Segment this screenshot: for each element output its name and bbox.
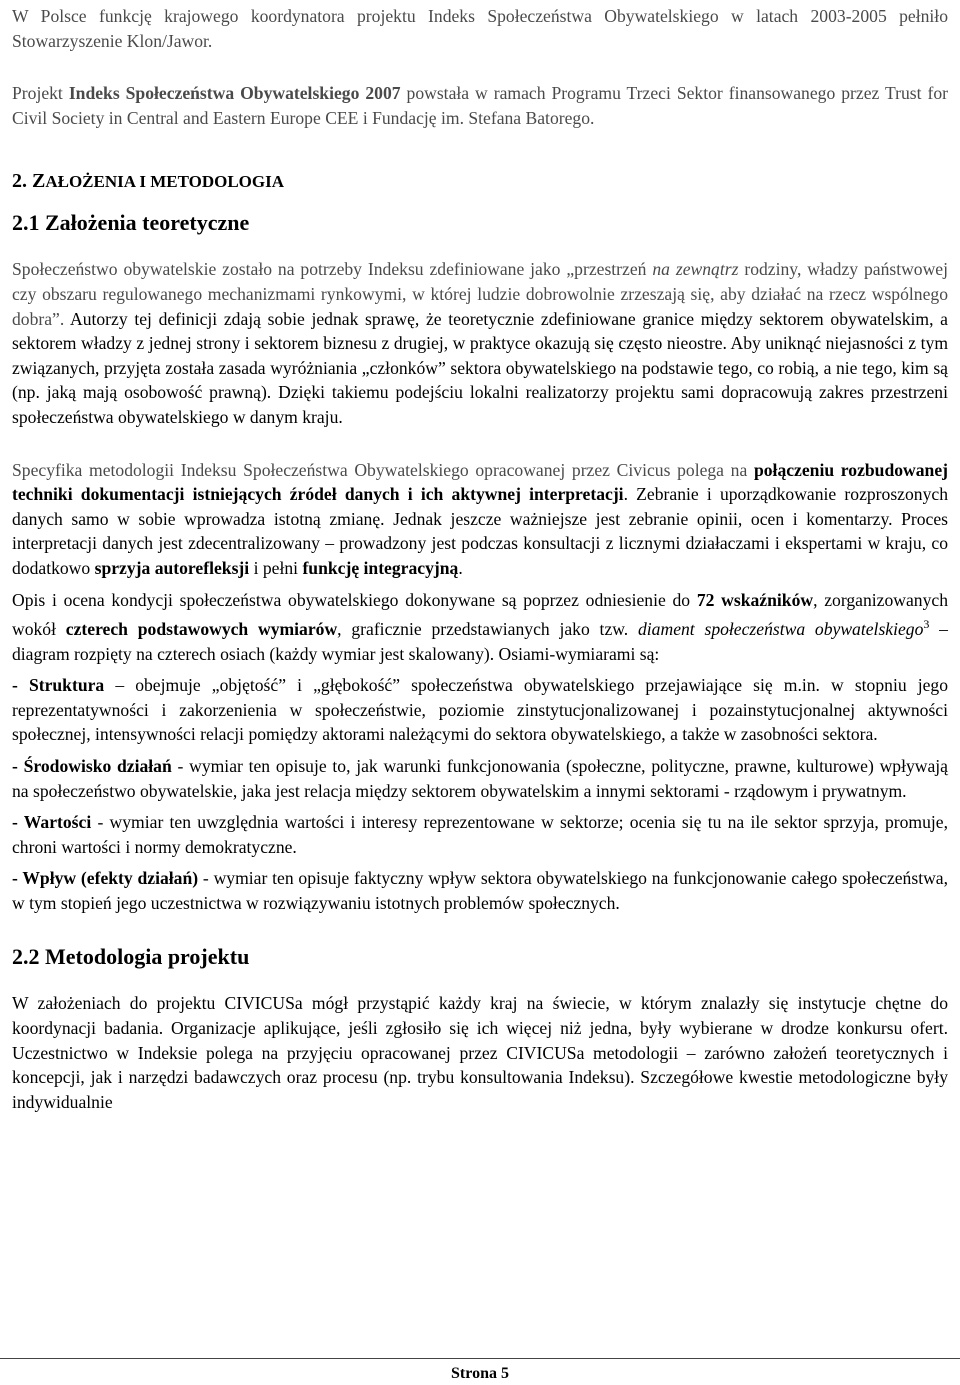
dimension-label: - Struktura — [12, 675, 105, 696]
footer-divider — [0, 1358, 960, 1359]
section-2-2-title: 2.2 Metodologia projektu — [12, 944, 250, 970]
dimension-values — [12, 810, 948, 859]
paragraph-specifics — [12, 458, 948, 581]
text-span: rodziny, władzy państwowej czy obszaru regulowanego mechanizmami rynkowymi, w której ludzie dobrowolnie zrzeszają się, aby działać na rzecz wspólnego dobra”. — [12, 259, 949, 329]
section-2-number: 2. Z — [12, 170, 46, 193]
page-number: Strona 5 — [451, 1365, 509, 1382]
text-span: powstała w ramach Programu Trzeci Sektor finansowanego przez Trust for Civil Society in Central and Eastern Europe CEE i Fundację im. Stefana Batorego. — [12, 83, 948, 128]
text-span: . Zebranie i uporządkowanie rozproszonych danych samo w sobie wprowadza istotną zmianę. Jednak jeszcze ważniejsze jest zebranie opinii, ocen i komentarzy. Proces interpretacji danych jest zdecentralizowany – prowadzony jest podczas konsultacji z licznymi działaczami i ekspertami w kraju, co dodatkowo — [12, 484, 948, 578]
paragraph-description — [12, 588, 948, 667]
text-span: , zorganizowanych wokół — [12, 589, 948, 639]
dimension-label: - Wpływ (efekty działań) — [12, 868, 199, 889]
dimension-text: – obejmuje „objętość” i „głębokość” społeczeństwa obywatelskiego przejawiające się m.in. w stopniu jego reprezentatywności i zakorzenienia w społeczeństwie, poziomie zinstytucjonalizowanej i pozainstytucjonalnej aktywności społecznej, intensywności relacji pomiędzy aktorami należącymi do sektora obywatelskiego, a także w zasobności sektora. — [12, 675, 949, 745]
paragraph-methodology: W założeniach do projektu CIVICUSa mógł przystąpić każdy kraj na świecie, w którym znalazły się instytucje chętne do koordynacji badania. Organizacje aplikujące, jeśli zgłosiło się ich więcej niż jedna, były wybierane w drodze konkursu ofert. Uczestnictwo w Indeksie polega na przyjęciu opracowanej przez CIVICUSa metodologii – zarówno założeń teoretycznych i koncepcji, jak i narzędzi badawczych oraz procesu (np. trybu konsultowania Indeksu). Szczegółowe kwestie metodologiczne były indywidualnie — [12, 993, 948, 1112]
text-span: i pełni — [249, 557, 303, 578]
document-page — [12, 0, 948, 1114]
dimension-impact — [12, 866, 948, 915]
text-span: Opis i ocena kondycji społeczeństwa obywatelskiego dokonywane są poprzez odniesienie do — [12, 589, 697, 610]
dimension-structure — [12, 673, 948, 747]
text-span: Społeczeństwo obywatelskie zostało na potrzeby Indeksu zdefiniowane jako „przestrzeń — [12, 259, 653, 280]
footnote-ref: 3 — [923, 617, 930, 632]
dimension-text: - wymiar ten uwzględnia wartości i interesy reprezentowane w sektorze; ocenia się tu na ile sektor sprzyja, promuje, chroni wartości i normy demokratyczne. — [12, 812, 948, 857]
text-span: Autorzy tej definicji zdają sobie jednak sprawę, że teoretycznie zdefiniowane granice między sektorem obywatelskim, a sektorem władzy z jednej strony i sektorem biznesu z drugiej, w praktyce okazują się często nieostre. Aby uniknąć niejasności z tym związanych, przyjęta została zasada wyróżniania „członków” sektora obywatelskiego na podstawie tego, co robią, a nie tego, kim są (np. jaką mają osobowość prawną). — [12, 308, 948, 403]
dimension-label: - Środowisko działań — [12, 755, 172, 776]
paragraph-theory — [12, 257, 948, 429]
text-span: , graficznie przedstawianych jako tzw. — [337, 618, 638, 639]
section-2-title — [12, 168, 948, 195]
dimension-environment — [12, 754, 948, 803]
text-span: . — [458, 557, 463, 578]
dimension-text: - wymiar ten opisuje to, jak warunki funkcjonowania (społeczne, polityczne, prawne, kulturowe) wpływają na społeczeństwo obywatelskie, jaka jest relacja między sektorem obywatelskim a innymi sektorami - rządowym i prywatnym. — [12, 755, 948, 801]
text-span: Dzięki takiemu podejściu lokalni realizatorzy projektu sami dopracowują zakres przestrzeni społeczeństwa obywatelskiego w danym kraju. — [12, 382, 948, 427]
dimension-text: - wymiar ten opisuje faktyczny wpływ sektora obywatelskiego na funkcjonowanie całego społeczeństwa, w tym stopień jego uczestnictwa w rozwiązywaniu istotnych problemów społecznych. — [12, 868, 949, 913]
section-2-title-rest: AŁOŻENIA I METODOLOGIA — [45, 172, 285, 192]
italic-span: na zewnątrz — [652, 259, 739, 280]
dimension-label: - Wartości — [12, 812, 92, 833]
text-span: Projekt — [12, 83, 69, 104]
bold-span: połączeniu rozbudowanej techniki dokumentacji istniejących źródeł danych i ich aktywnej interpretacji — [12, 459, 949, 505]
text-span: Specyfika metodologii Indeksu Społeczeństwa Obywatelskiego opracowanej przez Civicus polega na — [12, 459, 754, 480]
paragraph-intro-coordinator: W Polsce funkcję krajowego koordynatora projektu Indeks Społeczeństwa Obywatelskiego w latach 2003-2005 pełniło Stowarzyszenie Klon/Jawor. — [12, 6, 948, 51]
text-span: – diagram rozpięty na czterech osiach (każdy wymiar jest skalowany). Osiami-wymiarami są: — [12, 618, 948, 664]
project-name-bold: Indeks Społeczeństwa Obywatelskiego 2007 — [68, 83, 401, 104]
bold-span: czterech podstawowych wymiarów — [65, 618, 338, 639]
bold-span: 72 wskaźników — [696, 589, 814, 610]
italic-span: diament społeczeństwa obywatelskiego — [638, 618, 924, 639]
bold-span: sprzyja autorefleksji — [94, 557, 250, 578]
bold-span: funkcję integracyjną — [302, 557, 459, 578]
section-2-1-title: 2.1 Założenia teoretyczne — [12, 210, 250, 236]
paragraph-intro-project — [12, 81, 948, 130]
